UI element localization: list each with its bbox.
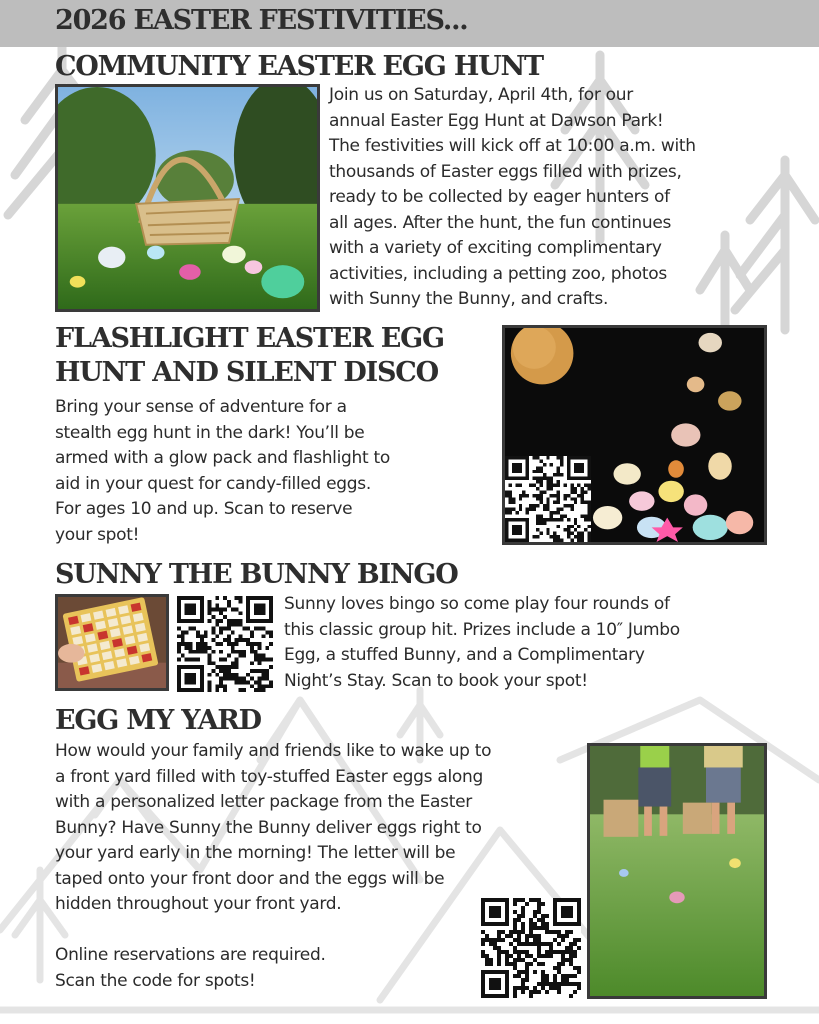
section-title-egg-my-yard: EGG MY YARD	[55, 705, 261, 736]
bingo-description: Sunny loves bingo so come play four rounds of this classic group hit. Prizes include a 10″ Jumbo Egg, a stuffed Bunny, and a Complimentary Night’s Stay. Scan to book your spot!	[284, 594, 680, 691]
egg-hunt-description: Join us on Saturday, April 4th, for our annual Easter Egg Hunt at Dawson Park! The festivities will kick off at 10:00 a.m. with thousands of Easter eggs filled with prizes, ready to be collected by eager hunters of all ages. After the hunt, the fun continues with a variety of exciting complimentary activities, including a petting zoo, photos with Sunny the Bunny, and crafts.	[329, 85, 696, 309]
section-title-egg-hunt: COMMUNITY EASTER EGG HUNT	[55, 51, 543, 82]
easter-basket-photo	[55, 84, 320, 312]
page-title: 2026 EASTER FESTIVITIES...	[55, 5, 468, 36]
bingo-card-photo	[55, 594, 169, 691]
kids-yard-photo	[587, 743, 767, 999]
section-title-bingo: SUNNY THE BUNNY BINGO	[55, 559, 458, 590]
qr-code-bingo[interactable]	[177, 596, 273, 692]
qr-code-egg-my-yard[interactable]	[481, 898, 581, 998]
egg-my-yard-description: How would your family and friends like to wake up to a front yard filled with toy-stuffed Easter eggs along with a personalized letter package from the Easter Bunny? Have Sunny the Bunny deliver eggs right to your yard early in the morning! The letter will be taped onto your front door and the eggs will be hidden throughout your front yard. Online reservations are required. Scan the code for spots!	[55, 741, 492, 991]
qr-code-flashlight[interactable]	[505, 456, 591, 542]
flashlight-description: Bring your sense of adventure for a stealth egg hunt in the dark! You’ll be armed with a glow pack and flashlight to aid in your quest for candy-filled eggs. For ages 10 and up. Scan to reserve your spot!	[55, 397, 390, 545]
section-title-flashlight: FLASHLIGHT EASTER EGG HUNT AND SILENT DISCO	[55, 323, 444, 388]
